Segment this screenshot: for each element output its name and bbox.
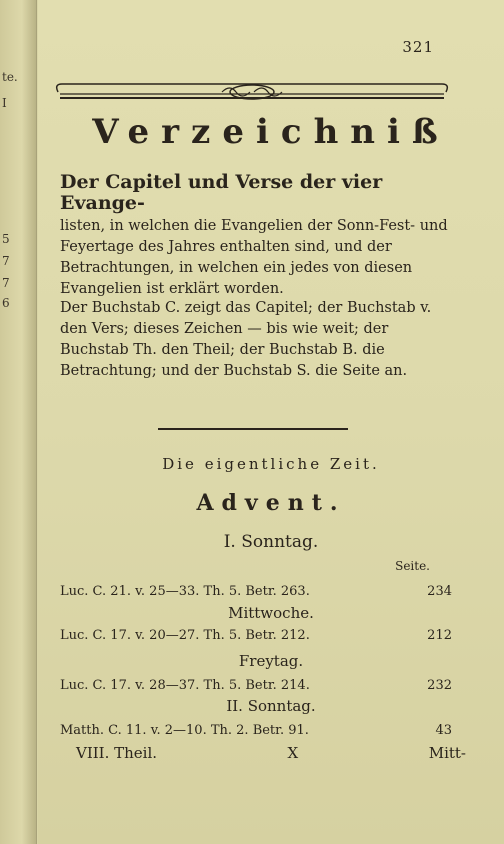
- sunday-heading: I. Sonntag.: [223, 532, 319, 552]
- row-reference: Luc. C. 17. v. 20—27. Th. 5. Betr. 212.: [60, 628, 310, 643]
- seite-label: Seite.: [395, 559, 430, 573]
- footer-signature: X: [287, 744, 299, 762]
- gutter-text: 7: [2, 276, 10, 290]
- page-footer: [76, 744, 466, 762]
- row-reference: Matth. C. 11. v. 2—10. Th. 2. Betr. 91.: [60, 723, 309, 738]
- row-page: 212: [427, 628, 452, 643]
- gutter-text: I: [2, 96, 7, 110]
- row-page: 234: [427, 584, 452, 599]
- footer-volume: VIII. Theil.: [76, 744, 158, 762]
- page-title: Verzeichniß: [92, 112, 450, 152]
- gutter-text: te.: [2, 70, 18, 84]
- book-page: [38, 0, 504, 844]
- page-number: 321: [402, 38, 434, 56]
- gutter-text: 5: [2, 232, 10, 246]
- index-row: [60, 584, 452, 599]
- index-row: [60, 723, 452, 738]
- legend-paragraph: Der Buchstab C. zeigt das Capitel; der Buchstab v. den Vers; dieses Zeichen — bis wie weit; der Buchstab Th. den Theil; der Buchstab B. die Betrachtung; und der Buchstab S. die Seite an.: [60, 300, 432, 379]
- advent-heading: Advent.: [196, 490, 346, 516]
- row-page: 43: [435, 723, 452, 738]
- gutter-text: 7: [2, 254, 10, 268]
- section-heading: Die eigentliche Zeit.: [162, 455, 380, 473]
- row-reference: Luc. C. 17. v. 28—37. Th. 5. Betr. 214.: [60, 678, 310, 693]
- footer-catchword: Mitt-: [428, 744, 466, 762]
- day-heading: Freytag.: [238, 652, 304, 670]
- index-row: [60, 628, 452, 643]
- header-ornament: [52, 76, 452, 106]
- gutter-text: 6: [2, 296, 10, 310]
- intro-first-line: Der Capitel und Verse der vier Evange-: [60, 171, 383, 214]
- row-page: 232: [427, 678, 452, 693]
- day-heading: Mittwoche.: [228, 604, 314, 622]
- index-row: [60, 678, 452, 693]
- row-reference: Luc. C. 21. v. 25—33. Th. 5. Betr. 263.: [60, 584, 310, 599]
- left-page-edge: [0, 0, 37, 844]
- intro-paragraph: [60, 172, 450, 300]
- sunday-heading: II. Sonntag.: [226, 697, 316, 715]
- divider-rule: [158, 428, 348, 430]
- intro-text: listen, in welchen die Evangelien der Sonn-Fest- und Feyertage des Jahres enthalten sind, und der Betrachtungen, in welchen ein jedes von diesen Evangelien ist erklärt worden.: [60, 218, 448, 297]
